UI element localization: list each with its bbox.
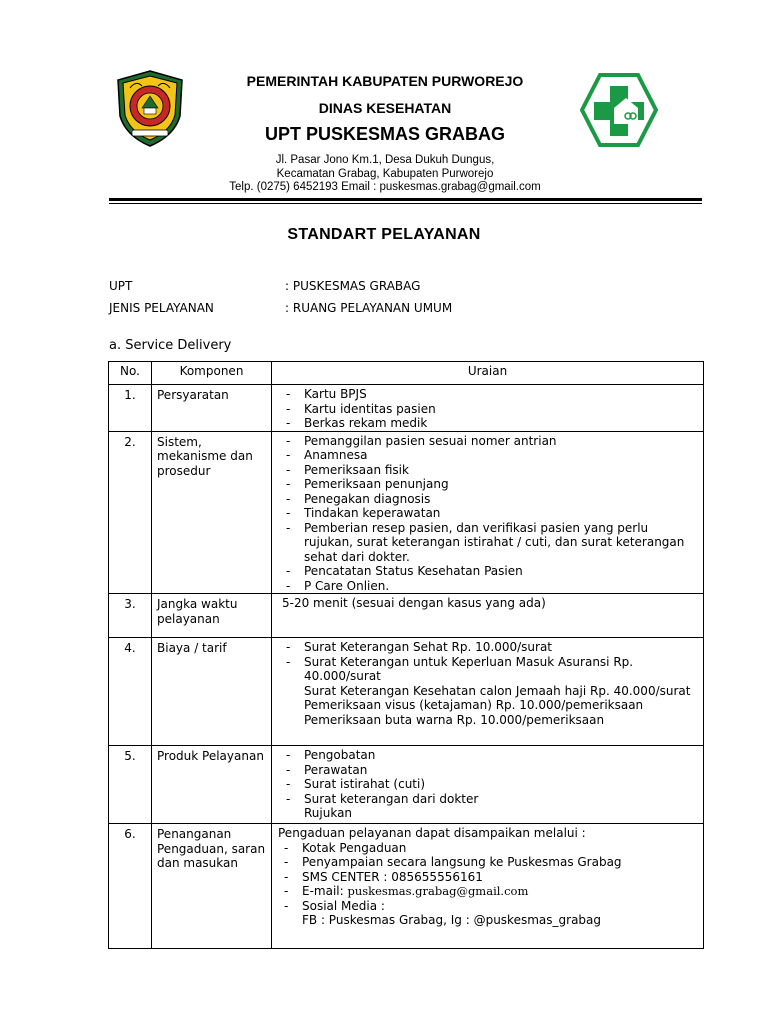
contact-line: Telp. (0275) 6452193 Email : puskesmas.grabag@gmail.com: [229, 181, 541, 193]
list-item: - P Care Onlien.: [280, 579, 699, 594]
list-item: - Pemeriksaan penunjang: [280, 477, 699, 492]
row-component: Persyaratan: [152, 385, 272, 432]
list-item: - Anamnesa: [280, 448, 699, 463]
meta-value-service-type: : RUANG PELAYANAN UMUM: [285, 301, 453, 315]
row-component: Sistem, mekanisme dan prosedur: [152, 431, 272, 594]
row-description: [272, 824, 704, 949]
list-item: - Pencatatan Status Kesehatan Pasien: [280, 564, 699, 579]
list-item: - Pemberian resep pasien, dan verifikasi pasien yang perlu rujukan, surat keterangan istirahat / cuti, dan surat keterangan sehat dari dokter.: [280, 521, 699, 565]
header-description: Uraian: [272, 362, 704, 385]
section-heading: a. Service Delivery: [109, 338, 232, 353]
row-description: [272, 746, 704, 824]
list-item: - Perawatan: [280, 763, 699, 778]
list-item-continued: Surat Keterangan Kesehatan calon Jemaah haji Rp. 40.000/surat: [304, 683, 691, 698]
meta-label-service-type: JENIS PELAYANAN: [109, 301, 214, 315]
letterhead-rule-thick: [109, 198, 702, 201]
row-component: Biaya / tarif: [152, 638, 272, 746]
list-item: - Pemeriksaan fisik: [280, 463, 699, 478]
list-item: - Penegakan diagnosis: [280, 492, 699, 507]
row-number: 2.: [109, 431, 152, 594]
list-item-continued: Pemeriksaan buta warna Rp. 10.000/pemeriksaan: [304, 712, 605, 727]
row-description: [272, 385, 704, 432]
list-item: - Kartu BPJS: [280, 387, 699, 402]
list-item: - Tindakan keperawatan: [280, 506, 699, 521]
table-row: [109, 431, 704, 594]
service-standard-table: [108, 361, 704, 949]
table-row: [109, 746, 704, 824]
address-line-1: Jl. Pasar Jono Km.1, Desa Dukuh Dungus,: [275, 154, 495, 166]
list-item: - SMS CENTER : 085655556161: [278, 870, 699, 885]
list-item: - Kotak Pengaduan: [278, 841, 699, 856]
meta-value-upt: : PUSKESMAS GRABAG: [285, 279, 421, 293]
list-item-continued: Pemeriksaan visus (ketajaman) Rp. 10.000/pemeriksaan: [304, 698, 644, 712]
list-item: - Surat Keterangan Sehat Rp. 10.000/surat: [280, 640, 699, 655]
row-description: [272, 594, 704, 638]
list-item: - Kartu identitas pasien: [280, 402, 699, 417]
list-item: - Pengobatan: [280, 748, 699, 763]
institution-name: UPT PUSKESMAS GRABAG: [264, 124, 506, 144]
row-component: Penanganan Pengaduan, saran dan masukan: [152, 824, 272, 949]
header-component: Komponen: [152, 362, 272, 385]
list-item-continued: Rujukan: [304, 806, 353, 820]
letterhead-rule-thin: [109, 203, 702, 204]
regency-coat-of-arms-icon: [112, 68, 188, 148]
list-item: - Surat istirahat (cuti): [280, 777, 699, 792]
table-row: [109, 594, 704, 638]
list-item: - Surat Keterangan untuk Keperluan Masuk Asuransi Rp. 40.000/surat: [280, 655, 699, 684]
department-name: DINAS KESEHATAN: [318, 100, 452, 116]
social-media-accounts: FB : Puskesmas Grabag, Ig : @puskesmas_grabag: [302, 913, 602, 927]
list-item-social: - Sosial Media :: [278, 899, 699, 914]
email-address: puskesmas.grabag@gmail.com: [347, 884, 529, 898]
row-description: [272, 431, 704, 594]
row-component: Produk Pelayanan: [152, 746, 272, 824]
table-row: [109, 824, 704, 949]
address-line-2: Kecamatan Grabag, Kabupaten Purworejo: [276, 168, 494, 180]
table-header-row: [109, 362, 704, 385]
list-item: - Pemanggilan pasien sesuai nomer antrian: [280, 434, 699, 449]
list-item: - Surat keterangan dari dokter: [280, 792, 699, 807]
list-item: - Berkas rekam medik: [280, 416, 699, 431]
row-number: 1.: [109, 385, 152, 432]
row-number: 4.: [109, 638, 152, 746]
list-item: - Penyampaian secara langsung ke Puskesmas Grabag: [278, 855, 699, 870]
row-number: 3.: [109, 594, 152, 638]
puskesmas-logo-icon: [580, 72, 658, 148]
header-no: No.: [109, 362, 152, 385]
document-title: STANDART PELAYANAN: [287, 226, 481, 243]
agency-name: PEMERINTAH KABUPATEN PURWOREJO: [246, 73, 524, 89]
meta-label-upt: UPT: [109, 279, 133, 293]
list-item-email: [278, 884, 699, 899]
row-number: 5.: [109, 746, 152, 824]
email-label: E-mail:: [302, 884, 348, 898]
row-component: Jangka waktu pelayanan: [152, 594, 272, 638]
row-description: [272, 638, 704, 746]
table-row: [109, 638, 704, 746]
complaint-intro: Pengaduan pelayanan dapat disampaikan melalui :: [278, 826, 586, 840]
duration-text: 5-20 menit (sesuai dengan kasus yang ada): [282, 596, 546, 610]
row-number: 6.: [109, 824, 152, 949]
table-row: [109, 385, 704, 432]
